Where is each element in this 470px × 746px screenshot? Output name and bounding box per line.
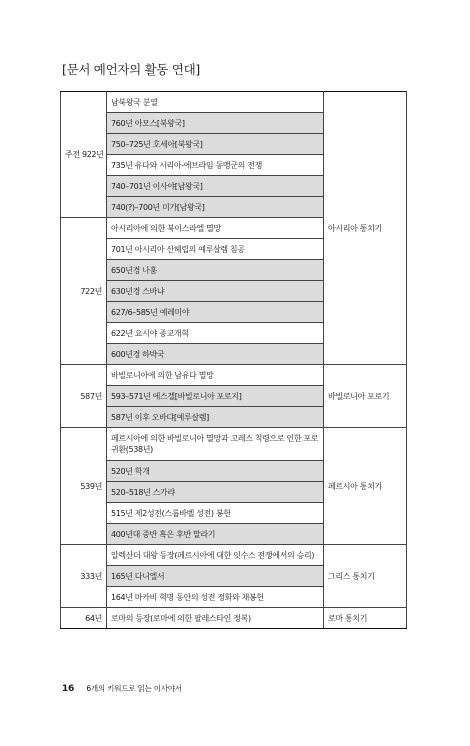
timeline-row [61,428,407,461]
page-footer [62,683,182,694]
year-cell: 주전 922년 [61,92,107,218]
year-cell: 587년 [61,365,107,428]
event-cell: 515년 제2성전(스룹바벨 성전) 봉헌 [107,503,324,524]
period-cell: 아시리아 통치기 [324,92,407,365]
year-cell: 539년 [61,428,107,545]
year-cell: 64년 [61,608,107,629]
prophet-event-cell: 627/6–585년 예레미야 [107,302,324,323]
event-cell: 바빌로니아에 의한 남유다 멸망 [107,365,324,386]
event-cell: 701년 아시리아 산헤립의 예루살렘 침공 [107,239,324,260]
prophet-event-cell: 520년 학개 [107,461,324,482]
prophet-event-cell: 587년 이후 오바댜[예루살렘] [107,407,324,428]
timeline-row [61,608,407,629]
prophet-event-cell: 740–701년 이사야[남왕국] [107,176,324,197]
year-cell: 722년 [61,218,107,365]
prophet-event-cell: 630년경 스바냐 [107,281,324,302]
event-cell: 남북왕국 분열 [107,92,324,113]
event-cell: 아시리아에 의한 북이스라엘 멸망 [107,218,324,239]
event-cell: 로마의 등장(로마에 의한 팔레스타인 정복) [107,608,324,629]
event-cell: 164년 마카비 혁명 동안의 성전 정화와 재봉헌 [107,587,324,608]
event-cell: 알렉산더 대왕 등장(페르시아에 대한 잇수스 전쟁에서의 승리) [107,545,324,566]
prophet-event-cell: 760년 아모스[북왕국] [107,113,324,134]
page-number: 16 [62,684,75,694]
event-cell: 735년 유다와 시리아-에브라임 동맹군의 전쟁 [107,155,324,176]
prophet-event-cell: 520–518년 스가랴 [107,482,324,503]
prophet-event-cell: 400년대 중반 혹은 후반 말라기 [107,524,324,545]
page-title: [문서 예언자의 활동 연대] [62,62,200,77]
prophet-event-cell: 600년경 하박국 [107,344,324,365]
year-cell: 333년 [61,545,107,608]
timeline-table [60,91,407,629]
period-cell: 그리스 통치기 [324,545,407,608]
timeline-row [61,545,407,566]
book-title: 6개의 키워드로 읽는 이사야서 [86,684,182,693]
period-cell: 로마 통치기 [324,608,407,629]
timeline-row [61,365,407,386]
prophet-event-cell: 165년 다니엘서 [107,566,324,587]
timeline-row [61,92,407,113]
prophet-event-cell: 750–725년 호세아[북왕국] [107,134,324,155]
period-cell: 바빌로니아 포로기 [324,365,407,428]
event-cell: 페르시아에 의한 바빌로니아 멸망과 고레스 칙령으로 인한 포로 귀환(538년) [107,428,324,461]
prophet-event-cell: 740(?)–700년 미가[남왕국] [107,197,324,218]
prophet-event-cell: 650년경 나훔 [107,260,324,281]
event-cell: 622년 요시야 종교개혁 [107,323,324,344]
period-cell: 페르시아 통치기 [324,428,407,545]
prophet-event-cell: 593–571년 에스겔[바빌로니아 포로지] [107,386,324,407]
timeline-body [61,92,407,629]
